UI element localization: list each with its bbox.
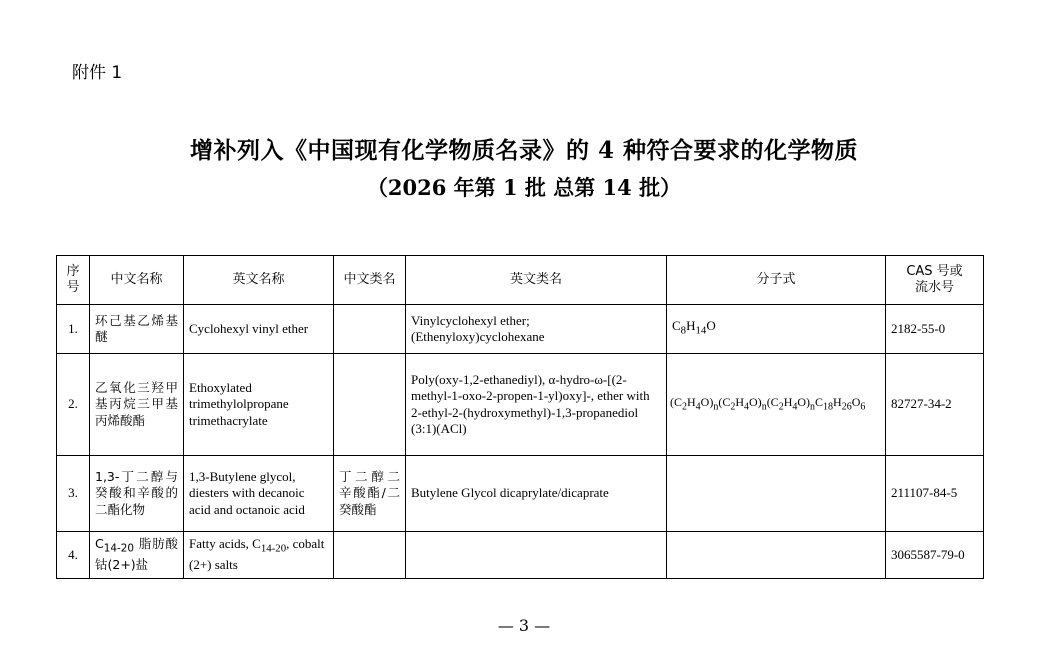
cell-cn-class	[334, 532, 406, 579]
document-subtitle: （2026 年第 1 批 总第 14 批）	[366, 175, 682, 200]
cell-formula: $(C_2H_4O)_n(C_2H_4O)_n(C_2H_4O)_nC_{18}H_{26}O_6$	[667, 354, 886, 456]
header-en-class: 英文类名	[406, 256, 667, 305]
cell-cn-class	[334, 305, 406, 354]
cell-cas: 2182-55-0	[886, 305, 984, 354]
cell-cn-class	[334, 354, 406, 456]
cell-cn-name: 环己基乙烯基醚	[90, 305, 184, 354]
header-formula: 分子式	[667, 256, 886, 305]
cell-formula	[667, 532, 886, 579]
page-number: — 3 —	[497, 616, 551, 635]
header-en-name: 英文名称	[184, 256, 334, 305]
header-cn-name: 中文名称	[90, 256, 184, 305]
header-cn-class: 中文类名	[334, 256, 406, 305]
header-no: 序 号	[57, 256, 90, 305]
cell-cas: 211107-84-5	[886, 456, 984, 532]
cell-en-class: Butylene Glycol dicaprylate/dicaprate	[406, 456, 667, 532]
cell-cas: 3065587-79-0	[886, 532, 984, 579]
attachment-label: 附件 1	[72, 63, 123, 83]
cell-en-class	[406, 532, 667, 579]
table-row	[57, 305, 984, 354]
substance-table	[56, 255, 984, 579]
table-header-row	[57, 256, 984, 305]
cell-cn-name: $C_{14-20}$ 脂肪酸钴(2+)盐	[90, 532, 184, 579]
table-row	[57, 532, 984, 579]
cell-no: 2.	[57, 354, 90, 456]
cell-en-name: Fatty acids, $C_{14-20}$, cobalt (2+) salts	[184, 532, 334, 579]
cell-cn-class: 丁二醇二辛酸酯/二癸酸酯	[334, 456, 406, 532]
cell-no: 3.	[57, 456, 90, 532]
cell-en-class: Poly(oxy-1,2-ethanediyl), α-hydro-ω-[(2-methyl-1-oxo-2-propen-1-yl)oxy]-, ether with 2-ethyl-2-(hydroxymethyl)-1,3-propanediol (3:1)(ACl)	[406, 354, 667, 456]
cell-formula	[667, 456, 886, 532]
cell-no: 1.	[57, 305, 90, 354]
document-title: 增补列入《中国现有化学物质名录》的 4 种符合要求的化学物质	[189, 137, 859, 164]
table-row	[57, 354, 984, 456]
cell-cn-name: 乙氧化三羟甲基丙烷三甲基丙烯酸酯	[90, 354, 184, 456]
cell-en-name: 1,3-Butylene glycol, diesters with decanoic acid and octanoic acid	[184, 456, 334, 532]
cell-en-name: Ethoxylated trimethylolpropane trimethacrylate	[184, 354, 334, 456]
cell-cas: 82727-34-2	[886, 354, 984, 456]
cell-en-class: Vinylcyclohexyl ether; (Ethenyloxy)cyclohexane	[406, 305, 667, 354]
cell-no: 4.	[57, 532, 90, 579]
header-cas: CAS 号或 流水号	[886, 256, 984, 305]
table-row	[57, 456, 984, 532]
cell-formula: $C_8H_{14}O$	[667, 305, 886, 354]
cell-cn-name: 1,3-丁二醇与癸酸和辛酸的二酯化物	[90, 456, 184, 532]
cell-en-name: Cyclohexyl vinyl ether	[184, 305, 334, 354]
